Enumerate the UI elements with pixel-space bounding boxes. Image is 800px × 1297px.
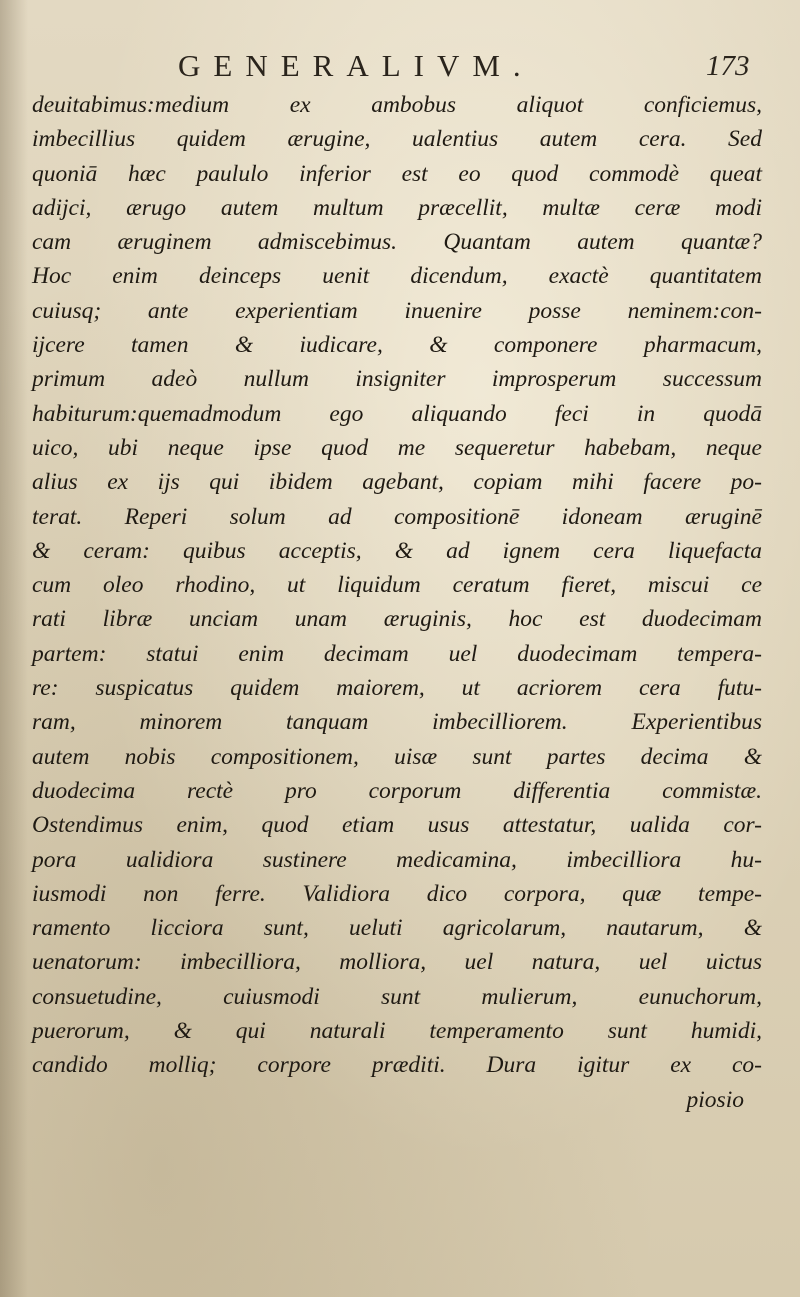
text-line: deuitabimus:medium ex ambobus aliquot conficiemus,: [32, 92, 762, 118]
text-line: cam æruginem admiscebimus. Quantam autem quantæ?: [32, 229, 762, 256]
text-line: cum oleo rhodino, ut liquidum ceratum fieret, miscui ce: [32, 572, 762, 599]
text-line: Hoc enim deinceps uenit dicendum, exactè quantitatem: [32, 263, 762, 290]
text-line: consuetudine, cuiusmodi sunt mulierum, eunuchorum,: [32, 983, 762, 1010]
text-line: ijcere tamen & iudicare, & componere pharmacum,: [32, 332, 762, 359]
text-line: autem nobis compositionem, uisæ sunt partes decima &: [32, 743, 762, 770]
text-line: & ceram: quibus acceptis, & ad ignem cera liquefacta: [32, 537, 762, 564]
text-line: rati libræ unciam unam æruginis, hoc est duodecimam: [32, 606, 762, 633]
body-text: [32, 88, 762, 1117]
catchword: piosio: [686, 1086, 744, 1113]
text-line: partem: statui enim decimam uel duodecimam tempera-: [32, 640, 762, 667]
text-line: primum adeò nullum insigniter improsperum successum: [32, 366, 762, 393]
text-line: terat. Reperi solum ad compositionē idoneam æruginē: [32, 503, 762, 530]
text-line: cuiusq; ante experientiam inuenire posse neminem:con-: [32, 297, 762, 324]
text-line: iusmodi non ferre. Validiora dico corpora, quæ tempe-: [32, 880, 762, 907]
text-line: duodecima rectè pro corporum differentia commistæ.: [32, 777, 762, 804]
text-line: uenatorum: imbecilliora, molliora, uel natura, uel uictus: [32, 949, 762, 976]
text-line: Ostendimus enim, quod etiam usus attestatur, ualida cor-: [32, 812, 762, 839]
text-line: imbecillius quidem ærugine, ualentius autem cera. Sed: [32, 126, 762, 153]
running-head: GENERALIVM.: [178, 48, 534, 83]
text-line: uico, ubi neque ipse quod me sequeretur habebam, neque: [32, 434, 762, 461]
text-line: pora ualidiora sustinere medicamina, imbecilliora hu-: [32, 846, 762, 873]
text-line: candido molliq; corpore præditi. Dura igitur ex co-: [32, 1052, 762, 1079]
text-line: adijci, ærugo autem multum præcellit, multæ ceræ modi: [32, 194, 762, 221]
text-line: quoniā hæc paululo inferior est eo quod commodè queat: [32, 160, 762, 187]
page-number: 173: [706, 50, 750, 82]
text-line: ram, minorem tanquam imbecilliorem. Experientibus: [32, 709, 762, 736]
page-header: [0, 48, 800, 88]
text-line: puerorum, & qui naturali temperamento sunt humidi,: [32, 1018, 762, 1045]
text-line: habiturum:quemadmodum ego aliquando feci in quodā: [32, 400, 762, 427]
text-line: alius ex ijs qui ibidem agebant, copiam mihi facere po-: [32, 469, 762, 496]
text-line: re: suspicatus quidem maiorem, ut acriorem cera futu-: [32, 675, 762, 702]
gutter-shadow: [0, 0, 28, 1297]
text-line: ramento licciora sunt, ueluti agricolarum, nautarum, &: [32, 915, 762, 942]
